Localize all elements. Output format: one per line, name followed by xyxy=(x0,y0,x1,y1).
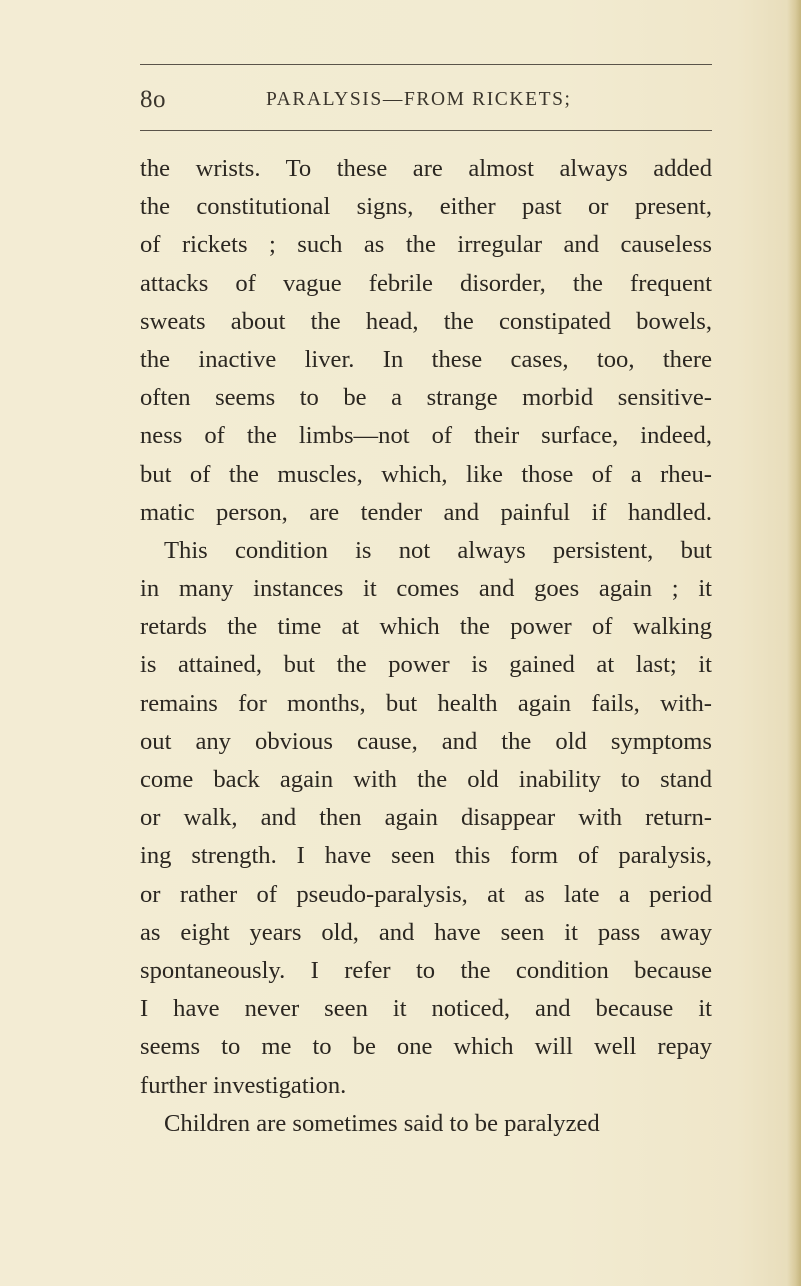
text-line: of rickets ; such as the irregular and causeless xyxy=(140,231,712,259)
text-line: the inactive liver. In these cases, too, there xyxy=(140,345,712,373)
running-head-title: PARALYSIS—FROM RICKETS; xyxy=(266,89,572,110)
text-line: Children are sometimes said to be paralyzed xyxy=(164,1109,600,1137)
text-line: as eight years old, and have seen it pass away xyxy=(140,918,712,946)
header-rule-top xyxy=(140,64,712,65)
text-line: seems to me to be one which will well repay xyxy=(140,1033,712,1061)
text-line: come back again with the old inability to stand xyxy=(140,766,712,793)
text-line: in many instances it comes and goes again ; it xyxy=(140,575,712,603)
text-line: out any obvious cause, and the old symptoms xyxy=(140,727,712,755)
text-line: or walk, and then again disappear with return- xyxy=(140,804,712,832)
text-line: attacks of vague febrile disorder, the frequent xyxy=(140,269,712,297)
text-line: the constitutional signs, either past or present, xyxy=(140,193,712,221)
page-edge-shadow xyxy=(787,0,801,1286)
page-number: 8o xyxy=(140,86,166,113)
header-rule-bottom xyxy=(140,130,712,131)
running-header xyxy=(140,86,712,118)
text-line: often seems to be a strange morbid sensitive- xyxy=(140,384,712,412)
text-line: is attained, but the power is gained at last; it xyxy=(140,651,712,679)
text-line: spontaneously. I refer to the condition because xyxy=(140,956,712,984)
text-line: This condition is not always persistent, but xyxy=(164,536,712,564)
text-line: but of the muscles, which, like those of a rheu- xyxy=(140,460,712,488)
text-line: the wrists. To these are almost always added xyxy=(140,155,712,182)
text-line: or rather of pseudo-paralysis, at as late a period xyxy=(140,880,712,908)
text-line: further investigation. xyxy=(140,1071,347,1099)
body-text xyxy=(140,150,712,1143)
text-line: ness of the limbs—not of their surface, indeed, xyxy=(140,422,712,450)
text-line: I have never seen it noticed, and because it xyxy=(140,995,712,1023)
text-line: remains for months, but health again fails, with- xyxy=(140,689,712,717)
text-line: matic person, are tender and painful if handled. xyxy=(140,498,712,526)
text-line: retards the time at which the power of walking xyxy=(140,613,712,641)
text-line: ing strength. I have seen this form of paralysis, xyxy=(140,842,712,870)
text-line: sweats about the head, the constipated bowels, xyxy=(140,307,712,335)
